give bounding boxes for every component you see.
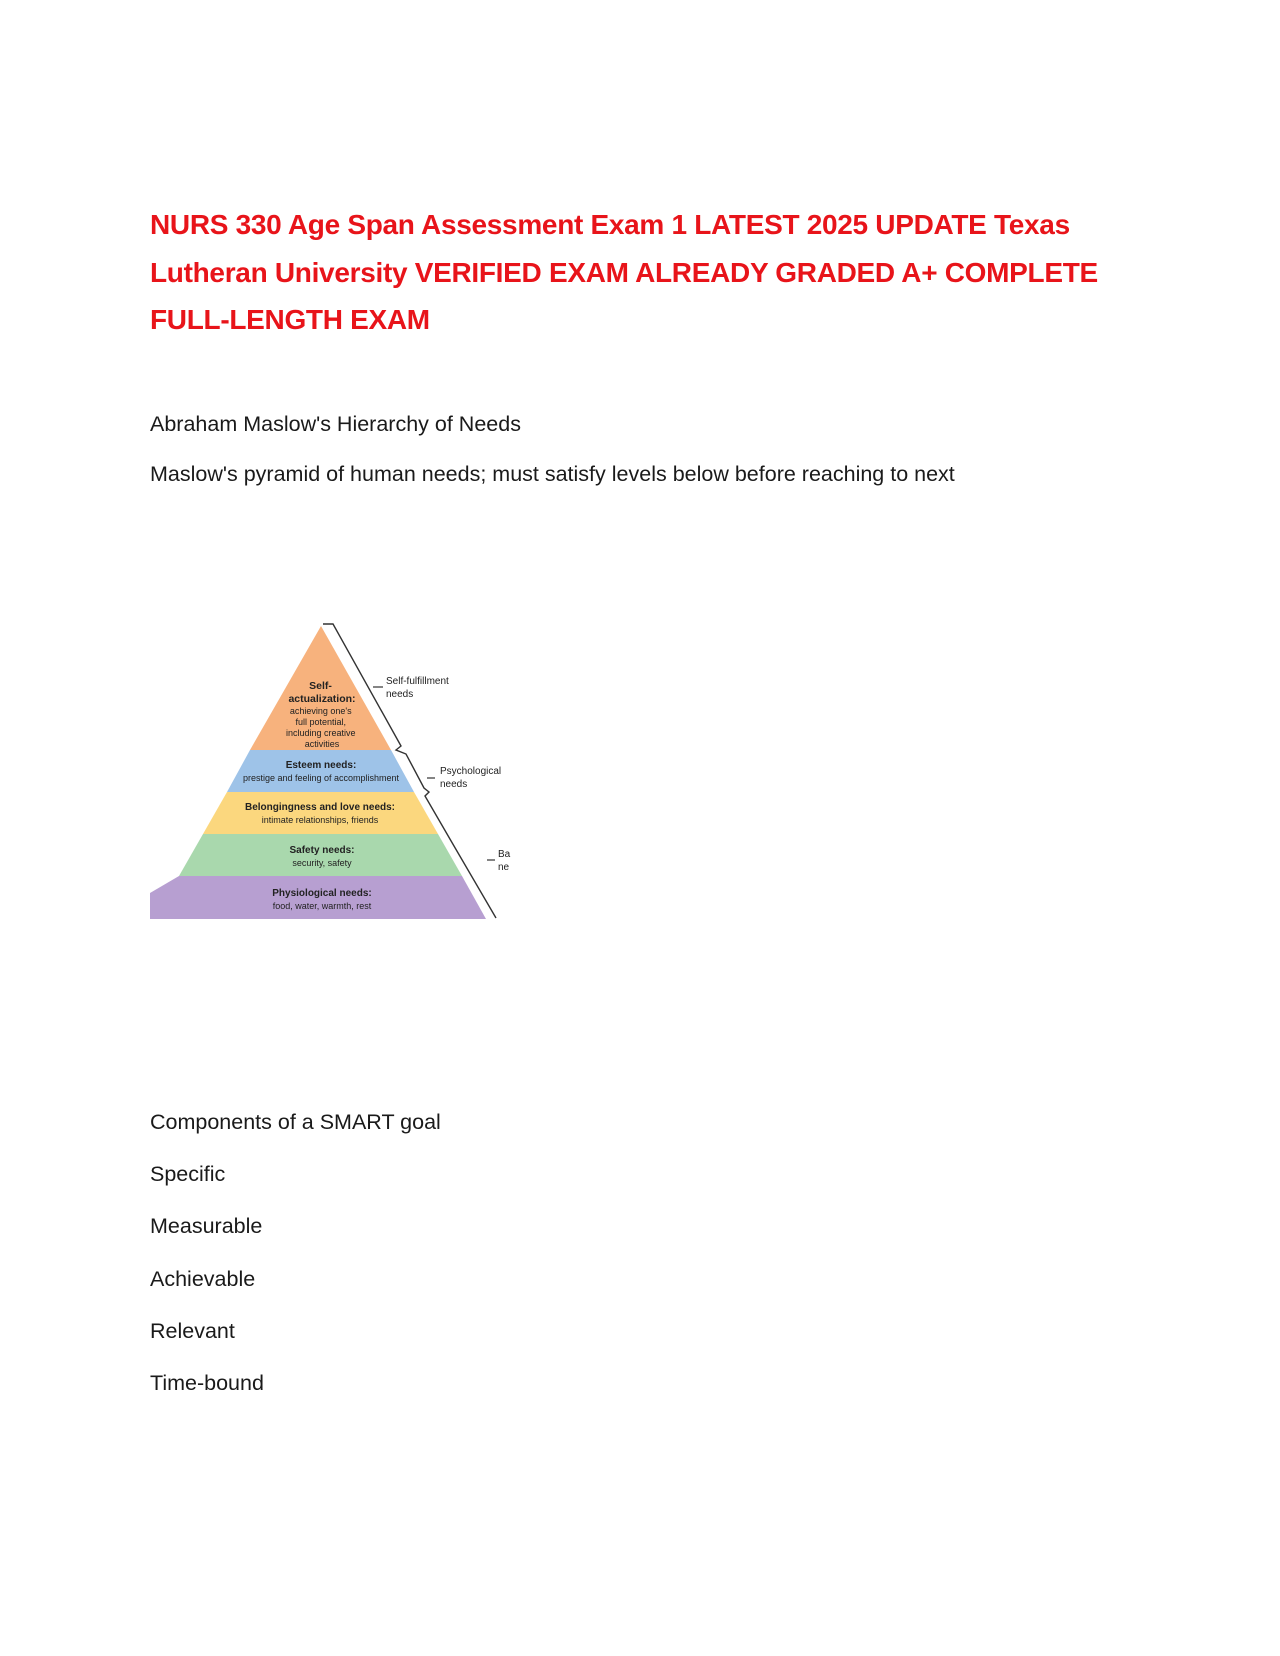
tier-detail-belongingness: intimate relationships, friends bbox=[261, 815, 379, 825]
maslow-pyramid-figure bbox=[150, 622, 530, 932]
tier-detail-line: activities bbox=[304, 739, 340, 749]
maslow-pyramid-svg bbox=[150, 622, 530, 932]
smart-item-specific: Specific bbox=[150, 1162, 226, 1186]
smart-item-achievable: Achievable bbox=[150, 1267, 256, 1291]
tier-heading-esteem: Esteem needs: bbox=[285, 760, 357, 771]
bracket-label-line: Ba bbox=[498, 849, 511, 860]
bracket-label-self-fulfillment bbox=[386, 676, 452, 700]
tier-detail-physiological: food, water, warmth, rest bbox=[272, 901, 372, 911]
document-title: NURS 330 Age Span Assessment Exam 1 LATEST 2025 UPDATE Texas Lutheran University VERIFIED EXAM ALREADY GRADED A+ COMPLETE FULL-LENGTH EXAM bbox=[150, 209, 1098, 335]
pyramid-tier-belongingness bbox=[203, 792, 438, 834]
bracket-label-line: Psychological bbox=[440, 766, 502, 777]
bracket-label-line: needs bbox=[386, 689, 414, 700]
bracket-label-line: ne bbox=[498, 862, 510, 873]
smart-item-measurable: Measurable bbox=[150, 1214, 263, 1238]
tier-heading-belongingness: Belongingness and love needs: bbox=[244, 802, 396, 813]
tier-detail-line: including creative bbox=[285, 728, 356, 738]
maslow-definition: Maslow's pyramid of human needs; must satisfy levels below before reaching to next bbox=[150, 462, 955, 486]
smart-item-time-bound: Time-bound bbox=[150, 1371, 264, 1395]
pyramid-tier-esteem bbox=[227, 750, 414, 792]
smart-item-relevant: Relevant bbox=[150, 1319, 235, 1343]
tier-detail-esteem: prestige and feeling of accomplishment bbox=[242, 773, 400, 783]
tier-heading-safety: Safety needs: bbox=[289, 845, 355, 856]
bracket-label-psychological bbox=[440, 766, 504, 790]
tier-detail-line: full potential, bbox=[295, 717, 347, 727]
tier-detail-safety: security, safety bbox=[292, 858, 352, 868]
tier-heading-line: Self- bbox=[309, 680, 332, 692]
bracket-label-line: needs bbox=[440, 779, 468, 790]
tier-heading-line: actualization: bbox=[288, 693, 356, 705]
smart-heading: Components of a SMART goal bbox=[150, 1110, 441, 1134]
tier-heading-physiological: Physiological needs: bbox=[272, 888, 372, 899]
maslow-term: Abraham Maslow's Hierarchy of Needs bbox=[150, 412, 521, 436]
tier-detail-line: achieving one's bbox=[289, 706, 352, 716]
bracket-label-line: Self-fulfillment bbox=[386, 676, 449, 687]
bracket-label-basic bbox=[498, 849, 513, 873]
